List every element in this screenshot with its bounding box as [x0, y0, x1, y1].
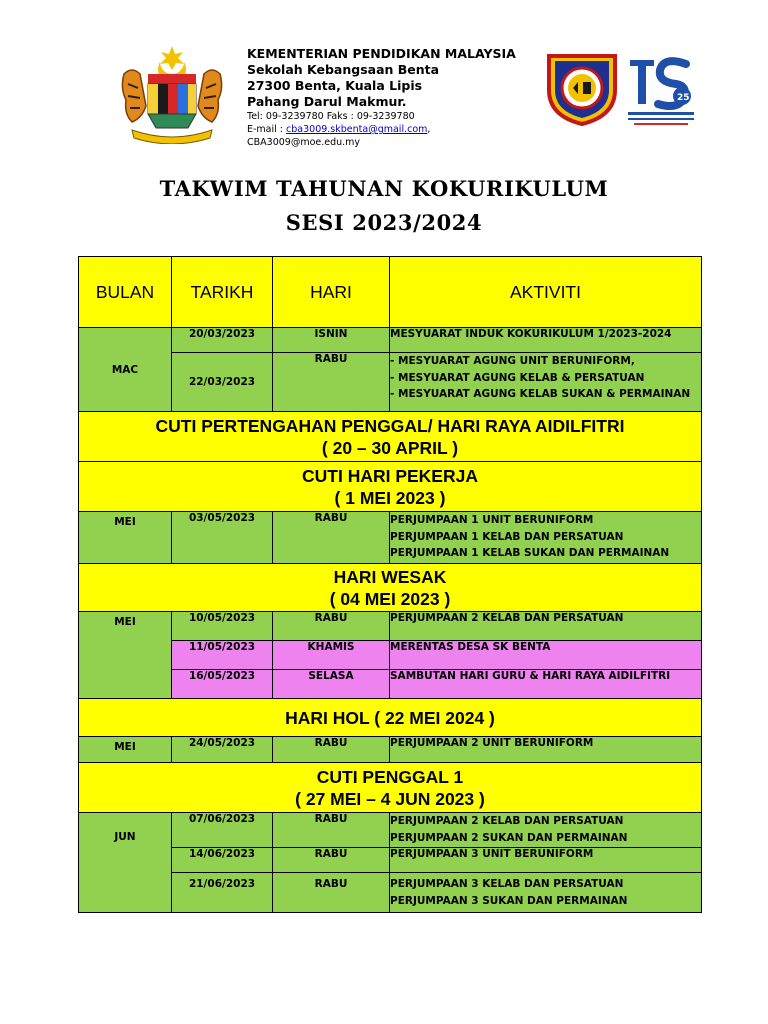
activity-cell: SAMBUTAN HARI GURU & HARI RAYA AIDILFITRI [390, 670, 702, 699]
email-link[interactable]: cba3009.skbenta@gmail.com [286, 124, 428, 135]
activity-line: PERJUMPAAN 2 KELAB DAN PERSATUAN [390, 815, 624, 827]
month-cell: JUN [79, 813, 172, 913]
holiday-banner [79, 763, 702, 813]
ts25-program-logo [624, 52, 698, 134]
date-cell: 10/05/2023 [172, 612, 273, 641]
document-title: TAKWIM TAHUNAN KOKURIKULUM [159, 176, 609, 201]
header-bulan: BULAN [79, 257, 172, 328]
table-row [79, 641, 702, 670]
svg-text:25: 25 [677, 93, 690, 103]
email-line [247, 123, 547, 136]
school-address: 27300 Benta, Kuala Lipis [247, 78, 423, 93]
table-row [79, 848, 702, 873]
date-cell: 14/06/2023 [172, 848, 273, 873]
holiday-dates: ( 1 MEI 2023 ) [334, 487, 446, 508]
day-cell: RABU [273, 353, 390, 412]
table-row [79, 328, 702, 353]
school-state: Pahang Darul Makmur. [247, 94, 407, 109]
holiday-dates: ( 20 – 30 APRIL ) [321, 437, 459, 458]
month-cell: MEI [79, 612, 172, 699]
school-badge-logo [545, 50, 619, 126]
holiday-banner [79, 699, 702, 737]
day-cell: SELASA [273, 670, 390, 699]
activity-cell: MESYUARAT INDUK KOKURIKULUM 1/2023-2024 [390, 328, 702, 353]
email-secondary: CBA3009@moe.edu.my [247, 137, 361, 148]
activity-line: PERJUMPAAN 3 KELAB DAN PERSATUAN [390, 878, 624, 890]
table-row [79, 873, 702, 913]
activity-line: PERJUMPAAN 1 KELAB SUKAN DAN PERMAINAN [390, 547, 670, 559]
date-cell: 20/03/2023 [172, 328, 273, 353]
cocurricular-calendar-table [78, 256, 702, 913]
activity-cell: PERJUMPAAN 2 UNIT BERUNIFORM [390, 737, 702, 763]
day-cell: RABU [273, 612, 390, 641]
email-label: E-mail : [247, 124, 287, 135]
holiday-banner-row [79, 699, 702, 737]
holiday-banner-row [79, 763, 702, 813]
table-row [79, 813, 702, 848]
activity-cell: PERJUMPAAN 3 UNIT BERUNIFORM [390, 848, 702, 873]
activity-cell [390, 353, 702, 412]
letterhead [247, 46, 547, 149]
email-separator: , [427, 124, 431, 135]
date-cell: 16/05/2023 [172, 670, 273, 699]
holiday-banner-row [79, 564, 702, 612]
table-row [79, 353, 702, 412]
table-header-row [79, 257, 702, 328]
holiday-dates: ( 27 MEI – 4 JUN 2023 ) [295, 788, 485, 809]
activity-line: - MESYUARAT AGUNG KELAB & PERSATUAN [390, 371, 645, 384]
header-tarikh: TARIKH [172, 257, 273, 328]
holiday-dates: ( 04 MEI 2023 ) [329, 588, 451, 609]
date-cell: 22/03/2023 [172, 353, 273, 412]
day-cell: RABU [273, 737, 390, 763]
holiday-banner [79, 412, 702, 462]
day-cell: RABU [273, 848, 390, 873]
day-cell: RABU [273, 873, 390, 913]
table-row [79, 612, 702, 641]
month-cell: MAC [79, 328, 172, 412]
malaysia-coat-of-arms-logo [118, 44, 226, 144]
activity-line: - MESYUARAT AGUNG UNIT BERUNIFORM, [390, 355, 635, 367]
holiday-banner-row [79, 462, 702, 512]
activity-cell [390, 512, 702, 564]
date-cell: 24/05/2023 [172, 737, 273, 763]
header-hari: HARI [273, 257, 390, 328]
date-cell: 11/05/2023 [172, 641, 273, 670]
activity-line: PERJUMPAAN 1 UNIT BERUNIFORM [390, 514, 594, 526]
phone-fax: Tel: 09-3239780 Faks : 09-3239780 [247, 111, 415, 122]
day-cell: RABU [273, 512, 390, 564]
activity-cell [390, 873, 702, 913]
holiday-title: HARI WESAK [333, 566, 447, 587]
holiday-title: CUTI HARI PEKERJA [302, 465, 478, 486]
header-aktiviti: AKTIVITI [390, 257, 702, 328]
activity-cell: MERENTAS DESA SK BENTA [390, 641, 702, 670]
activity-line: PERJUMPAAN 1 KELAB DAN PERSATUAN [390, 530, 624, 543]
date-cell: 03/05/2023 [172, 512, 273, 564]
day-cell: ISNIN [273, 328, 390, 353]
holiday-title: CUTI PENGGAL 1 [316, 766, 464, 787]
holiday-title: CUTI PERTENGAHAN PENGGAL/ HARI RAYA AIDILFITRI [155, 415, 625, 436]
day-cell: KHAMIS [273, 641, 390, 670]
holiday-title: HARI HOL ( 22 MEI 2024 ) [285, 707, 495, 728]
day-cell: RABU [273, 813, 390, 848]
school-name: Sekolah Kebangsaan Benta [247, 62, 440, 77]
document-session: SESI 2023/2024 [285, 210, 483, 235]
table-row [79, 670, 702, 699]
month-cell: MEI [79, 512, 172, 564]
activity-line: - MESYUARAT AGUNG KELAB SUKAN & PERMAINAN [390, 388, 691, 400]
month-cell: MEI [79, 737, 172, 763]
table-row [79, 512, 702, 564]
activity-cell: PERJUMPAAN 2 KELAB DAN PERSATUAN [390, 612, 702, 641]
date-cell: 07/06/2023 [172, 813, 273, 848]
table-row [79, 737, 702, 763]
activity-line: PERJUMPAAN 2 SUKAN DAN PERMAINAN [390, 831, 628, 844]
holiday-banner-row [79, 412, 702, 462]
date-cell: 21/06/2023 [172, 873, 273, 913]
activity-line: PERJUMPAAN 3 SUKAN DAN PERMAINAN [390, 894, 628, 907]
holiday-banner [79, 564, 702, 612]
ministry-name: KEMENTERIAN PENDIDIKAN MALAYSIA [247, 46, 516, 61]
activity-cell [390, 813, 702, 848]
holiday-banner [79, 462, 702, 512]
